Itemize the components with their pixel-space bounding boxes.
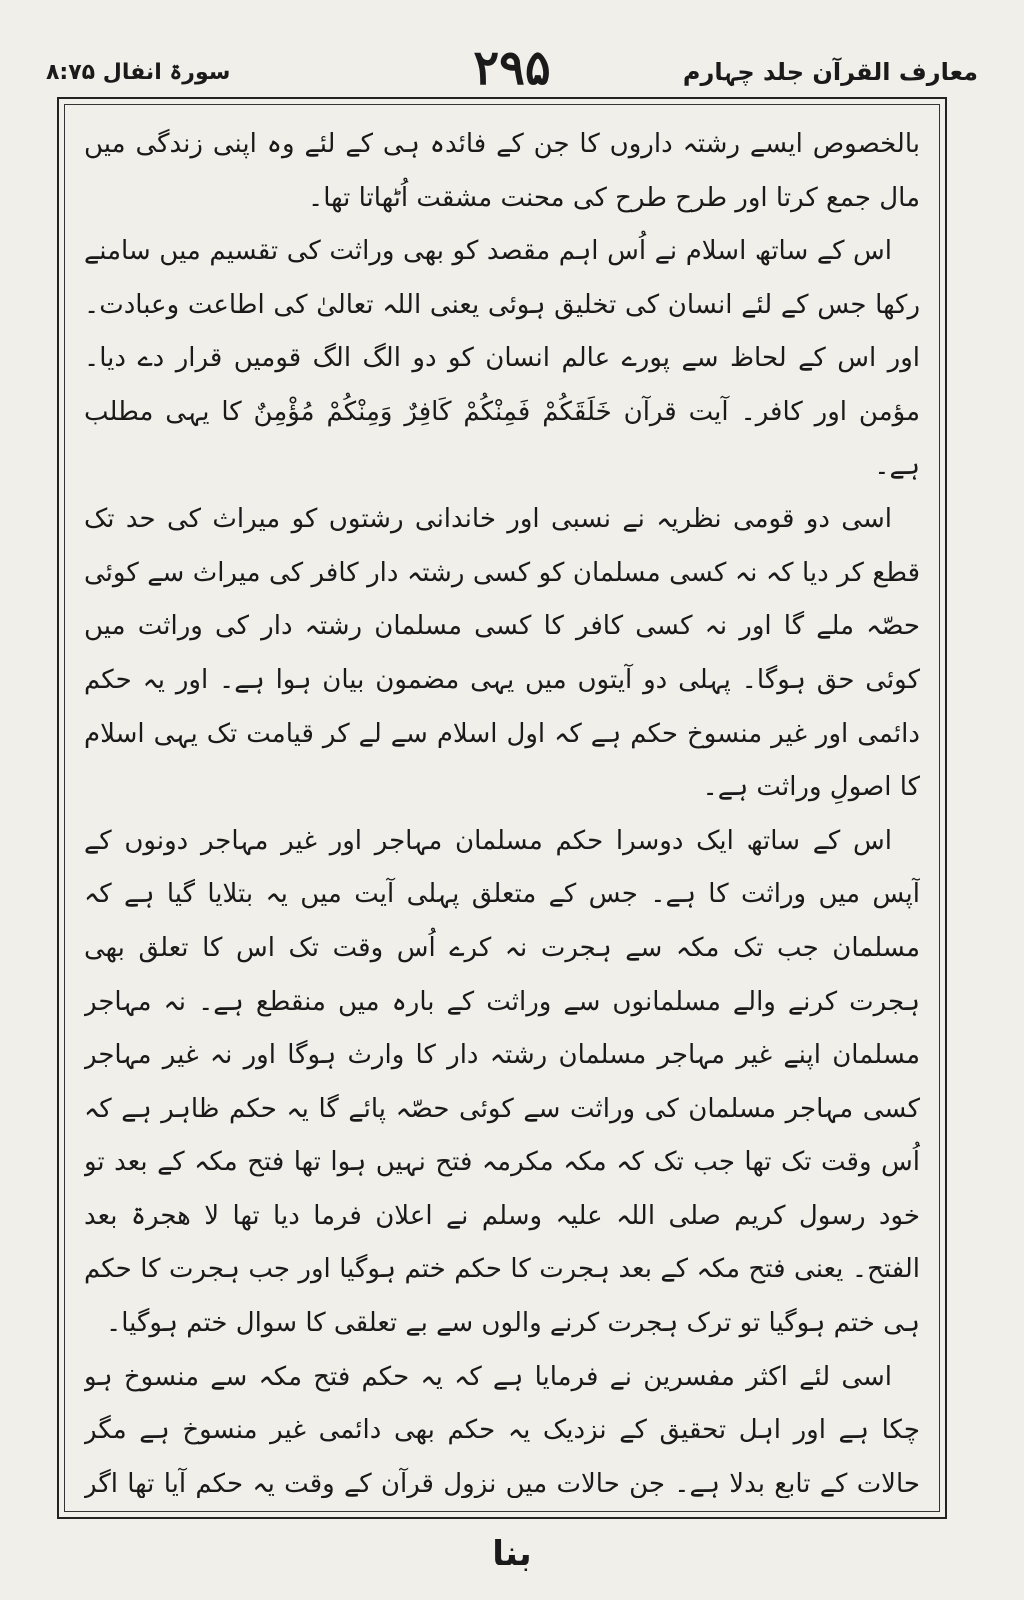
page-header: [46, 40, 978, 100]
paragraph-1: بالخصوص ایسے رشتہ داروں کا جن کے فائدہ ہی کے لئے وہ اپنی زندگی میں مال جمع کرتا اور طرح طرح کی محنت مشقت اُٹھاتا تھا۔: [84, 129, 920, 213]
paragraph-5: اسی لئے اکثر مفسرین نے فرمایا ہے کہ یہ حکم فتح مکہ سے منسوخ ہو چکا ہے اور اہل تحقیق کے نزدیک یہ حکم بھی دائمی غیر منسوخ ہے مگر حالات کے تابع بدلا ہے۔ جن حالات میں نزولِ قرآن کے وقت یہ حکم آیا تھا اگر: [84, 1361, 920, 1498]
surah-reference: سورۃ انفال ۸:۷۵: [46, 60, 231, 85]
paragraph-3: اسی دو قومی نظریہ نے نسبی اور خاندانی رشتوں کو میراث کی حد تک قطع کر دیا کہ نہ کسی مسلمان کو کسی رشتہ دار کافر کی میراث سے کوئی حصّہ ملے گا اور نہ کسی کافر کا کسی مسلمان رشتہ دار کی وراثت میں کوئی حق ہوگا۔ پہلی دو آیتوں میں یہی مضمون بیان ہوا ہے۔ اور یہ حکم دائمی اور غیر منسوخ حکم ہے کہ اول اسلام سے لے کر قیامت تک یہی اسلام کا اصولِ وراثت ہے۔: [84, 504, 920, 803]
paragraph-2: اس کے ساتھ اسلام نے اُس اہم مقصد کو بھی وراثت کی تقسیم میں سامنے رکھا جس کے لئے انسان کی تخلیق ہوئی یعنی اللہ تعالیٰ کی اطاعت وعبادت۔ اور اس کے لحاظ سے پورے عالم انسان کو دو الگ الگ قومیں قرار دے دیا۔ مؤمن اور کافر۔ آیت قرآن خَلَقَكُمْ فَمِنْكُمْ كَافِرٌ وَمِنْكُمْ مُؤْمِنٌ کا یہی مطلب ہے۔: [84, 236, 920, 481]
body-text: [84, 118, 920, 1498]
paragraph-4: اس کے ساتھ ایک دوسرا حکم مسلمان مہاجر اور غیر مہاجر دونوں کے آپس میں وراثت کا ہے۔ جس کے متعلق پہلی آیت میں یہ بتلایا گیا ہے کہ مسلمان جب تک مکہ سے ہجرت نہ کرے اُس وقت تک اس کا تعلق بھی ہجرت کرنے والے مسلمانوں سے وراثت کے بارہ میں منقطع ہے۔ نہ مہاجر مسلمان اپنے غیر مہاجر مسلمان رشتہ دار کا وارث ہوگا اور نہ غیر مہاجر کسی مہاجر مسلمان کی وراثت سے کوئی حصّہ پائے گا یہ حکم ظاہر ہے کہ اُس وقت تک تھا جب تک کہ مکہ مکرمہ فتح نہیں ہوا تھا فتح مکہ کے بعد تو خود رسول کریم صلی اللہ علیہ وسلم نے اعلان فرما دیا تھا لا ھجرۃ بعد الفتح۔ یعنی فتح مکہ کے بعد ہجرت کا حکم ختم ہوگیا اور جب ہجرت کا حکم ہی ختم ہوگیا تو ترک ہجرت کرنے والوں سے بے تعلقی کا سوال ختم ہوگیا۔: [84, 825, 920, 1339]
page-number: ۲۹۵: [473, 40, 551, 96]
footer-mark: بنا: [492, 1534, 532, 1574]
book-title: معارف القرآن جلد چہارم: [682, 58, 978, 86]
